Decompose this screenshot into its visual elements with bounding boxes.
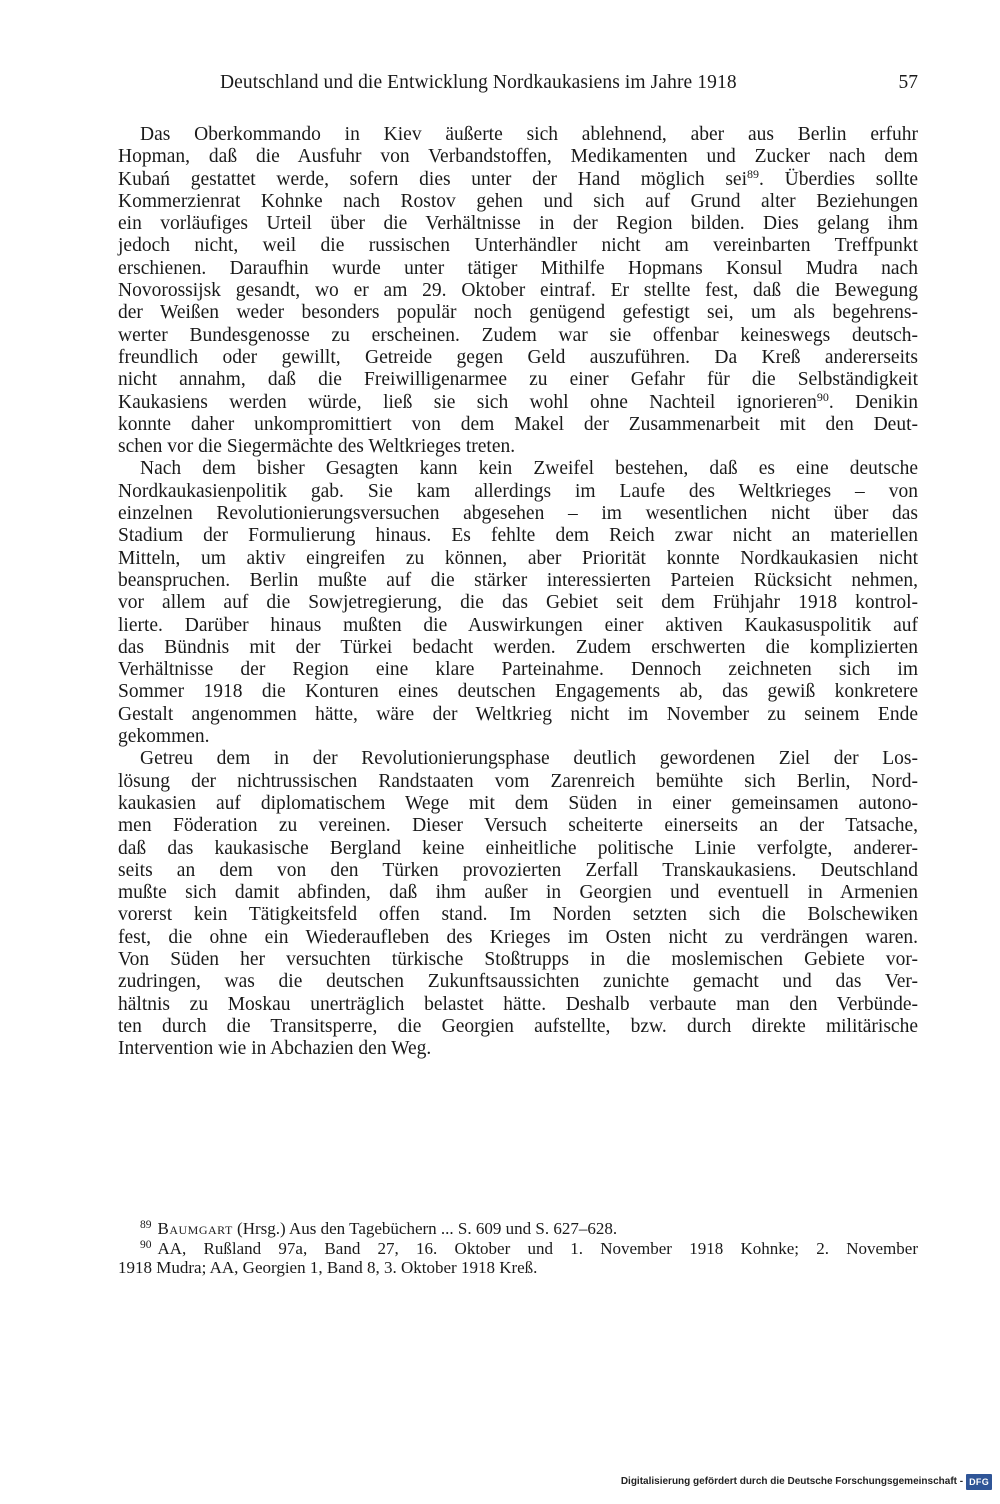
text-line: erschienen. Daraufhin wurde unter tätiger Mithilfe Hopmans Konsul Mudra nach <box>118 257 918 279</box>
text-line: nicht annahm, daß die Freiwilligenarmee zu einer Gefahr für die Selbständigkeit <box>118 369 918 391</box>
text-line: hältnis zu Moskau unerträglich belastet hätte. Deshalb verbaute man den Verbünde- <box>118 993 918 1015</box>
text-line: fest, die ohne ein Wiederaufleben des Krieges im Osten nicht zu verdrängen waren. <box>118 926 918 948</box>
footnote-90-continuation: 1918 Mudra; AA, Georgien 1, Band 8, 3. Oktober 1918 Kreß. <box>118 1258 538 1277</box>
text-line: Das Oberkommando in Kiev äußerte sich ablehnend, aber aus Berlin erfuhr <box>140 124 918 145</box>
text-line: vor allem auf die Sowjetregierung, die das Gebiet seit dem Frühjahr 1918 kontrol- <box>118 592 918 614</box>
text-line: werter Bundesgenosse zu erscheinen. Zudem war sie offenbar keineswegs deutsch- <box>118 324 918 346</box>
digitization-text: Digitalisierung gefördert durch die Deutsche Forschungsgemeinschaft - <box>620 1476 964 1487</box>
text-line: Von Süden her versuchten türkische Stoßtrupps in die moslemischen Gebiete vor- <box>118 948 918 970</box>
text-line: men Föderation zu vereinen. Dieser Versuch scheiterte einerseits an der Tatsache, <box>118 815 918 837</box>
text-line: konnte daher unkompromittiert von dem Makel der Zusammenarbeit mit den Deut- <box>118 413 918 435</box>
text-line: kaukasien auf diplomatischem Wege mit dem Süden in einer gemeinsamen autono- <box>118 792 918 814</box>
text-line: Nach dem bisher Gesagten kann kein Zweifel bestehen, daß es eine deutsche <box>140 458 918 480</box>
body-text <box>118 124 918 1060</box>
text-line: Verhältnisse der Region eine klare Parteinahme. Dennoch zeichneten sich im <box>118 659 918 681</box>
footnote-text: AA, Rußland 97a, Band 27, 16. Oktober und 1. November 1918 Kohnke; 2. November <box>157 1238 918 1258</box>
footnote-89 <box>118 1219 918 1239</box>
footnote-author: Baumgart <box>157 1219 233 1238</box>
text-line: freundlich oder gewillt, Getreide gegen Geld auszuführen. Da Kreß andererseits <box>118 346 918 368</box>
text-line: beanspruchen. Berlin mußte auf die stärker interessierten Parteien Rücksicht nehmen, <box>118 569 918 591</box>
text-line: seits an dem von den Türken provozierten Zerfall Transkaukasiens. Deutschland <box>118 859 918 881</box>
text-line: ten durch die Transitsperre, die Georgien aufstellte, bzw. durch direkte militärische <box>118 1015 918 1037</box>
text-segment: Kubań gestattet werde, sofern dies unter der Hand möglich sei <box>118 168 748 190</box>
text-line <box>118 166 919 191</box>
text-line: gekommen. <box>118 726 210 748</box>
text-line: Nordkaukasienpolitik gab. Sie kam allerdings im Laufe des Weltkrieges – von <box>118 480 918 502</box>
text-line: Mitteln, um aktiv eingreifen zu können, aber Priorität konnte Nordkaukasien nicht <box>118 547 918 569</box>
footnote-reference: 90 <box>816 389 829 404</box>
text-segment: . Denikin <box>828 391 918 413</box>
text-line: Hopman, daß die Ausfuhr von Verbandstoffen, Medikamenten und Zucker nach dem <box>118 146 918 168</box>
footnotes <box>118 1219 918 1278</box>
text-line: schen vor die Siegermächte des Weltkrieges treten. <box>118 436 516 458</box>
text-line: Novorossijsk gesandt, wo er am 29. Oktober eintraf. Er stellte fest, daß die Bewegung <box>118 280 918 302</box>
footnote-text: (Hrsg.) Aus den Tagebüchern ... S. 609 und S. 627–628. <box>232 1219 618 1238</box>
footnote-number: 90 <box>140 1238 152 1251</box>
text-line <box>118 389 918 414</box>
text-line: einzelnen Revolutionierungsversuchen abgesehen – im wesentlichen nicht über das <box>118 503 918 525</box>
running-header <box>118 68 918 98</box>
text-line: mußte sich damit abfinden, daß ihm außer in Georgien und eventuell in Armenien <box>118 882 918 904</box>
dfg-logo: DFG <box>966 1474 992 1490</box>
footnote-90 <box>118 1239 918 1259</box>
text-line: Getreu dem in der Revolutionierungsphase deutlich gewordenen Ziel der Los- <box>140 748 918 770</box>
footnote-number: 89 <box>140 1219 152 1231</box>
text-line: der Weißen weder besonders populär noch genügend gefestigt sei, um als begehrens- <box>118 302 918 324</box>
text-line: jedoch nicht, weil die russischen Unterhändler nicht am vereinbarten Treffpunkt <box>118 235 918 257</box>
text-line: Stadium der Formulierung hinaus. Es fehlte dem Reich zwar nicht an materiellen <box>118 525 918 547</box>
page-number: 57 <box>898 72 918 93</box>
text-line: Gestalt angenommen hätte, wäre der Weltkrieg nicht im November zu seinem Ende <box>118 703 918 725</box>
footnote-reference: 89 <box>747 166 760 181</box>
digitization-note <box>621 1474 992 1490</box>
text-line: Sommer 1918 die Konturen eines deutschen Engagements ab, das gewiß konkretere <box>118 681 918 703</box>
text-line: Intervention wie in Abchazien den Weg. <box>118 1038 432 1060</box>
text-segment: Kaukasiens werden würde, ließ sie sich wohl ohne Nachteil ignorieren <box>118 391 817 413</box>
text-line: lösung der nichtrussischen Randstaaten vom Zarenreich bemühte sich Berlin, Nord- <box>118 770 918 792</box>
text-line: ein vorläufiges Urteil über die Verhältnisse in der Region bilden. Dies gelang ihm <box>118 213 918 235</box>
text-segment: . Überdies sollte <box>759 168 919 190</box>
text-line: zudringen, was die deutschen Zukunftsaussichten zunichte gemacht und das Ver- <box>118 971 918 993</box>
text-line: Kommerzienrat Kohnke nach Rostov gehen und sich auf Grund alter Beziehungen <box>118 190 918 212</box>
text-line: lierte. Darüber hinaus mußten die Auswirkungen einer aktiven Kaukasuspolitik auf <box>118 614 918 636</box>
text-line: das Bündnis mit der Türkei bedacht werden. Zudem erschwerten die komplizierten <box>118 636 918 658</box>
running-title: Deutschland und die Entwicklung Nordkaukasiens im Jahre 1918 <box>220 72 737 93</box>
text-line: daß das kaukasische Bergland keine einheitliche politische Linie verfolgte, anderer- <box>118 837 918 859</box>
text-line: vorerst kein Tätigkeitsfeld offen stand. Im Norden setzten sich die Bolschewiken <box>118 904 918 926</box>
